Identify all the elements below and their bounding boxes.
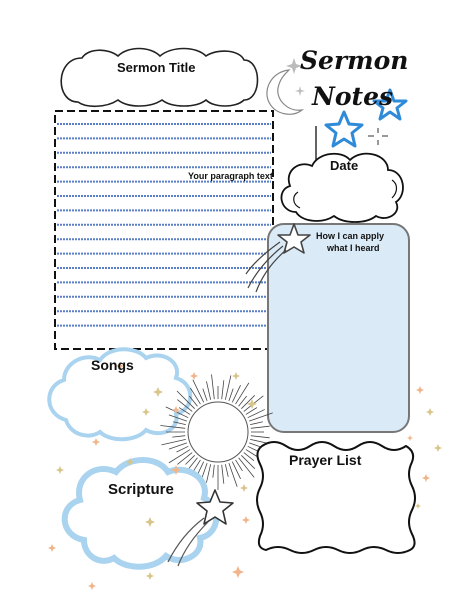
sparkle-icon [407,435,413,441]
sun-ray [203,389,207,401]
star-icon [326,112,362,146]
sparkle-icon [416,386,424,394]
sun-ray [222,465,224,484]
page-title-line2: Notes [312,82,394,111]
sun-core [188,402,248,462]
sun-ray [241,455,254,468]
sermon-title-label: Sermon Title [117,60,196,75]
date-label: Date [330,158,359,173]
sun-ray [206,381,210,400]
sparkle-icon [88,582,96,590]
sun-ray [249,443,261,447]
sparkle-icon [232,566,244,578]
scripture-label: Scripture [108,481,174,498]
paragraph-placeholder[interactable]: Your paragraph text [188,171,273,181]
sun-ray [251,436,270,438]
sun-ray [206,464,210,483]
apply-label-line1: How I can apply [316,231,385,241]
apply-label-line2: what I heard [327,243,380,253]
sun-ray [193,380,204,403]
sparkle-icon [434,444,442,452]
sparkle-icon [242,516,250,524]
sun-ray [232,385,240,402]
sun-ray [161,439,185,445]
sun-ray [177,453,192,465]
sparkle-icon [422,474,430,482]
sun-ray [222,380,224,399]
sun-ray [213,465,214,478]
sparkle-icon [190,372,198,380]
sermon-title-cloud [61,49,257,107]
sparkle-icon [92,438,100,446]
sparkle-icon [56,466,64,474]
sparkle-icon [415,503,421,509]
sparkle-icon [240,484,248,492]
sparkle-icon [426,408,434,416]
sun-ray [212,374,215,399]
sun-ray [177,446,189,452]
page-title-line1: Sermon [300,46,409,75]
sparkle-icon [232,372,240,380]
sun-ray [229,389,233,401]
scripture-cloud [65,460,217,567]
sun-ray [236,383,249,404]
prayer-list-label: Prayer List [289,452,362,468]
sparkle-icon [48,544,56,552]
twinkle-icon [368,128,388,145]
notes-box[interactable] [55,111,273,349]
sun-ray [229,463,237,487]
sun-ray [225,464,228,477]
sun-ray [250,422,263,425]
sun-ray [172,436,185,437]
moon-icon [267,70,302,114]
songs-label: Songs [91,357,134,373]
sparkle-icon [295,86,305,96]
sun-ray [169,450,190,463]
apply-box[interactable] [268,224,409,432]
sun-ray [198,462,204,474]
sparkle-icon [146,572,154,580]
sun-ray [225,375,231,399]
sun-ray [251,426,270,428]
